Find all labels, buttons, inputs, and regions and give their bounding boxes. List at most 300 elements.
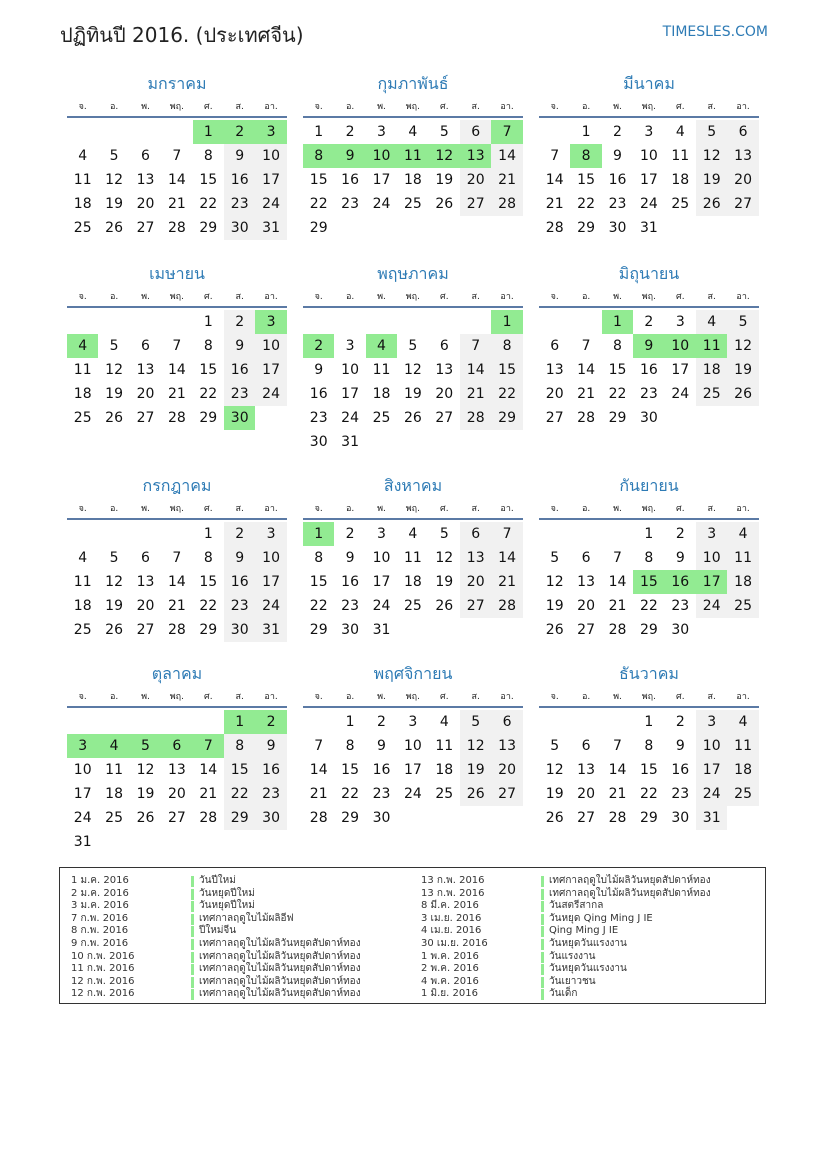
weekday-label: อ.: [345, 102, 355, 112]
day-cell: 8: [203, 148, 213, 164]
day-cell: 5: [550, 550, 560, 566]
holiday-marker: [191, 952, 194, 963]
day-cell: 17: [696, 758, 727, 782]
day-cell: 19: [545, 598, 564, 614]
day-cell: 26: [403, 410, 422, 426]
month-name: เมษายน: [149, 264, 205, 283]
weekday-label: อ.: [345, 292, 355, 302]
holiday-date: 3 เม.ย. 2016: [421, 912, 482, 924]
day-cell: 19: [136, 786, 155, 802]
day-cell: 19: [727, 358, 758, 382]
weekday-label: อา.: [264, 504, 278, 514]
holiday-date: 1 มิ.ย. 2016: [421, 988, 478, 1000]
day-cell: 10: [255, 334, 286, 358]
day-cell: 17: [255, 168, 286, 192]
day-cell: 27: [460, 594, 491, 618]
day-cell: 30: [372, 810, 391, 826]
weekday-header: [67, 689, 287, 705]
day-cell: 20: [577, 598, 595, 614]
holiday-day-cell: 1: [224, 710, 255, 734]
holiday-day-cell: 16: [665, 570, 696, 594]
holiday-date: 10 ก.พ. 2016: [71, 950, 135, 962]
day-cell: 19: [105, 386, 123, 402]
day-cell: 23: [224, 594, 255, 618]
day-cell: 15: [309, 574, 328, 590]
day-cell: 11: [727, 734, 758, 758]
weekday-label: ศ.: [676, 102, 685, 112]
holiday-day-cell: 12: [429, 144, 460, 168]
day-cell: 25: [105, 810, 123, 826]
month-name: มกราคม: [147, 74, 207, 93]
holiday-day-cell: 17: [696, 570, 727, 594]
day-cell: 29: [224, 806, 255, 830]
day-cell: 30: [255, 806, 286, 830]
day-cell: 16: [608, 172, 627, 188]
holiday-day-cell: 3: [67, 734, 98, 758]
day-cell: 9: [675, 738, 685, 754]
day-cell: 24: [639, 196, 658, 212]
weekday-label: พ.: [377, 102, 386, 112]
day-cell: 14: [460, 358, 491, 382]
day-cell: 21: [167, 196, 186, 212]
day-cell: 30: [671, 622, 690, 638]
day-cell: 1: [203, 314, 213, 330]
weekday-label: จ.: [314, 504, 323, 514]
holiday-marker: [191, 876, 194, 887]
header-rule: [539, 518, 759, 520]
day-cell: 9: [613, 148, 622, 164]
day-cell: 5: [550, 738, 560, 754]
day-cell: 27: [460, 192, 491, 216]
day-cell: 23: [309, 410, 328, 426]
day-cell: 23: [341, 196, 359, 212]
day-cell: 1: [581, 124, 591, 140]
day-cell: 18: [696, 358, 727, 382]
weekday-label: ส.: [471, 102, 480, 112]
day-cell: 3: [255, 522, 286, 546]
day-cell: 12: [696, 144, 727, 168]
weekday-label: ส.: [235, 292, 244, 302]
day-cell: 29: [199, 622, 218, 638]
day-cell: 12: [727, 334, 758, 358]
holiday-marker: [541, 977, 544, 988]
day-cell: 30: [639, 410, 658, 426]
day-cell: 24: [341, 410, 359, 426]
day-cell: 15: [224, 758, 255, 782]
day-cell: 15: [309, 172, 328, 188]
day-cell: 14: [167, 362, 186, 378]
day-cell: 29: [309, 220, 328, 236]
day-cell: 21: [491, 168, 522, 192]
holiday-date: 2 พ.ค. 2016: [421, 963, 479, 975]
weekday-label: ส.: [235, 692, 244, 702]
day-cell: 10: [639, 148, 658, 164]
day-cell: 11: [403, 550, 422, 566]
holiday-marker: [541, 914, 544, 925]
holiday-name: วันหยุดปีใหม่: [199, 887, 255, 899]
weekday-label: ศ.: [204, 102, 213, 112]
header-rule: [67, 116, 287, 118]
weekday-header: [539, 289, 759, 305]
holiday-day-cell: 10: [366, 144, 397, 168]
weekday-label: พฤ.: [641, 102, 656, 112]
weekday-label: อ.: [581, 102, 591, 112]
day-cell: 20: [136, 386, 155, 402]
day-cell: 13: [136, 574, 155, 590]
holiday-name: เทศกาลฤดูใบไม้ผลิวันหยุดสัปดาห์ทอง: [199, 937, 361, 949]
day-cell: 2: [224, 310, 255, 334]
weekday-label: อา.: [264, 292, 278, 302]
weekday-label: พฤ.: [405, 504, 420, 514]
day-cell: 26: [727, 382, 758, 406]
day-cell: 4: [78, 148, 88, 164]
day-cell: 18: [435, 762, 454, 778]
weekday-label: พฤ.: [169, 504, 184, 514]
day-cell: 25: [435, 786, 454, 802]
day-cell: 31: [639, 220, 658, 236]
day-cell: 31: [255, 216, 286, 240]
day-cell: 29: [199, 410, 218, 426]
holiday-date: 7 ก.พ. 2016: [71, 912, 129, 924]
weekday-label: อ.: [345, 692, 355, 702]
day-cell: 4: [727, 522, 758, 546]
day-cell: 11: [73, 362, 92, 378]
weekday-label: ส.: [471, 692, 480, 702]
day-cell: 25: [727, 782, 758, 806]
day-cell: 9: [314, 362, 324, 378]
holiday-day-cell: 9: [633, 334, 664, 358]
day-cell: 5: [460, 710, 491, 734]
header-rule: [67, 706, 287, 708]
day-cell: 1: [345, 714, 355, 730]
weekday-header: [67, 501, 287, 517]
day-cell: 5: [109, 550, 119, 566]
holiday-name: เทศกาลฤดูใบไม้ผลิอีฟ: [199, 912, 294, 924]
weekday-label: อ.: [109, 292, 119, 302]
day-cell: 25: [403, 598, 422, 614]
day-cell: 3: [696, 522, 727, 546]
day-cell: 13: [577, 574, 595, 590]
day-cell: 11: [73, 574, 92, 590]
day-cell: 30: [671, 810, 690, 826]
day-cell: 18: [73, 386, 92, 402]
holiday-name: วันแรงงาน: [549, 950, 596, 962]
holiday-name: วันเยาวชน: [549, 975, 596, 987]
day-cell: 7: [172, 148, 182, 164]
day-cell: 31: [372, 622, 391, 638]
holiday-marker: [191, 964, 194, 975]
day-cell: 12: [460, 734, 491, 758]
day-cell: 4: [439, 714, 449, 730]
day-cell: 27: [727, 192, 758, 216]
weekday-label: จ.: [78, 292, 87, 302]
day-cell: 24: [372, 196, 391, 212]
day-cell: 14: [199, 762, 218, 778]
day-cell: 15: [341, 762, 359, 778]
holiday-day-cell: 13: [460, 144, 491, 168]
day-cell: 5: [109, 148, 119, 164]
holiday-day-cell: 2: [255, 710, 286, 734]
day-cell: 30: [341, 622, 359, 638]
holiday-date: 2 ม.ค. 2016: [71, 887, 129, 899]
day-cell: 10: [372, 550, 391, 566]
day-cell: 29: [608, 410, 627, 426]
day-cell: 22: [577, 196, 595, 212]
day-cell: 28: [167, 220, 186, 236]
day-cell: 27: [435, 410, 454, 426]
holiday-date: 4 พ.ค. 2016: [421, 975, 479, 987]
day-cell: 14: [309, 762, 328, 778]
weekday-label: ศ.: [440, 292, 449, 302]
day-cell: 22: [199, 196, 218, 212]
holiday-day-cell: 10: [665, 334, 696, 358]
day-cell: 7: [460, 334, 491, 358]
day-cell: 9: [255, 734, 286, 758]
day-cell: 9: [224, 144, 255, 168]
holiday-name: เทศกาลฤดูใบไม้ผลิวันหยุดสัปดาห์ทอง: [199, 975, 361, 987]
day-cell: 26: [105, 410, 123, 426]
day-cell: 28: [491, 594, 522, 618]
weekday-label: จ.: [314, 292, 323, 302]
holiday-day-cell: 1: [602, 310, 633, 334]
day-cell: 15: [577, 172, 595, 188]
day-cell: 11: [671, 148, 690, 164]
day-cell: 6: [141, 550, 150, 566]
day-cell: 1: [314, 124, 324, 140]
day-cell: 17: [73, 786, 92, 802]
day-cell: 3: [408, 714, 418, 730]
day-cell: 6: [727, 120, 758, 144]
holiday-day-cell: 1: [491, 310, 522, 334]
holiday-day-cell: 5: [130, 734, 161, 758]
weekday-label: พฤ.: [169, 292, 184, 302]
day-cell: 19: [435, 574, 454, 590]
day-cell: 2: [644, 314, 654, 330]
day-cell: 25: [671, 196, 690, 212]
weekday-header: [303, 689, 523, 705]
day-cell: 1: [203, 526, 213, 542]
holiday-marker: [541, 964, 544, 975]
holiday-marker: [541, 926, 544, 937]
site-link[interactable]: TIMESLES.COM: [662, 24, 768, 40]
day-cell: 23: [255, 782, 286, 806]
holiday-marker: [191, 977, 194, 988]
day-cell: 23: [639, 386, 658, 402]
day-cell: 20: [727, 168, 758, 192]
day-cell: 8: [491, 334, 522, 358]
day-cell: 8: [613, 338, 622, 354]
weekday-label: อา.: [264, 692, 278, 702]
holiday-day-cell: 1: [303, 522, 334, 546]
day-cell: 17: [255, 358, 286, 382]
day-cell: 6: [460, 522, 491, 546]
day-cell: 8: [644, 550, 654, 566]
holiday-day-cell: 8: [303, 144, 334, 168]
holiday-day-cell: 7: [193, 734, 224, 758]
day-cell: 26: [545, 810, 564, 826]
weekday-label: อ.: [109, 102, 119, 112]
holiday-day-cell: 3: [255, 120, 286, 144]
day-cell: 31: [255, 618, 286, 642]
day-cell: 18: [403, 172, 422, 188]
day-cell: 13: [727, 144, 758, 168]
weekday-label: อา.: [500, 102, 514, 112]
weekday-label: พฤ.: [405, 102, 420, 112]
header-rule: [303, 518, 523, 520]
day-cell: 6: [581, 550, 591, 566]
day-cell: 11: [105, 762, 123, 778]
day-cell: 27: [577, 810, 595, 826]
holiday-day-cell: 30: [224, 406, 255, 430]
day-cell: 24: [255, 192, 286, 216]
holiday-day-cell: 2: [303, 334, 334, 358]
day-cell: 28: [608, 622, 627, 638]
day-cell: 28: [608, 810, 627, 826]
weekday-label: ศ.: [676, 504, 685, 514]
day-cell: 13: [545, 362, 564, 378]
month-name: สิงหาคม: [383, 476, 443, 495]
day-cell: 16: [224, 168, 255, 192]
weekday-label: จ.: [314, 102, 323, 112]
day-cell: 7: [314, 738, 324, 754]
weekday-label: ศ.: [440, 102, 449, 112]
day-cell: 2: [613, 124, 622, 140]
day-cell: 23: [372, 786, 391, 802]
day-cell: 31: [341, 434, 359, 450]
day-cell: 20: [577, 786, 595, 802]
holiday-name: เทศกาลฤดูใบไม้ผลิวันหยุดสัปดาห์ทอง: [549, 887, 711, 899]
weekday-label: จ.: [78, 102, 87, 112]
day-cell: 7: [172, 550, 182, 566]
day-cell: 30: [224, 216, 255, 240]
day-cell: 24: [73, 810, 92, 826]
holiday-date: 3 ม.ค. 2016: [71, 900, 129, 912]
day-cell: 11: [727, 546, 758, 570]
day-cell: 27: [545, 410, 564, 426]
day-cell: 20: [491, 758, 522, 782]
weekday-label: ส.: [707, 102, 716, 112]
day-cell: 28: [577, 410, 595, 426]
weekday-label: ศ.: [440, 504, 449, 514]
day-cell: 21: [491, 570, 522, 594]
month-name: กันยายน: [619, 476, 679, 495]
header-rule: [539, 706, 759, 708]
holiday-day-cell: 6: [161, 734, 192, 758]
weekday-label: พ.: [141, 692, 150, 702]
day-cell: 26: [136, 810, 155, 826]
weekday-label: ส.: [471, 504, 480, 514]
day-cell: 2: [224, 522, 255, 546]
holiday-marker: [541, 952, 544, 963]
weekday-label: อา.: [736, 292, 750, 302]
day-cell: 2: [377, 714, 386, 730]
holiday-date: 1 พ.ค. 2016: [421, 950, 479, 962]
day-cell: 5: [696, 120, 727, 144]
day-cell: 11: [435, 738, 454, 754]
day-cell: 21: [167, 598, 186, 614]
day-cell: 29: [639, 622, 658, 638]
day-cell: 26: [460, 782, 491, 806]
day-cell: 10: [255, 546, 286, 570]
holiday-day-cell: 1: [193, 120, 224, 144]
day-cell: 16: [224, 570, 255, 594]
holiday-day-cell: 7: [491, 120, 522, 144]
holiday-name: วันสตรีสากล: [549, 900, 604, 912]
day-cell: 15: [608, 362, 627, 378]
holiday-date: 8 มี.ค. 2016: [421, 900, 479, 912]
day-cell: 7: [581, 338, 591, 354]
day-cell: 5: [439, 526, 449, 542]
day-cell: 27: [491, 782, 522, 806]
day-cell: 20: [435, 386, 454, 402]
day-cell: 15: [199, 574, 218, 590]
day-cell: 24: [696, 782, 727, 806]
weekday-label: ศ.: [440, 692, 449, 702]
holiday-name: วันหยุดวันแรงงาน: [549, 937, 627, 949]
day-cell: 22: [309, 196, 328, 212]
weekday-label: ส.: [471, 292, 480, 302]
day-cell: 20: [545, 386, 564, 402]
day-cell: 19: [435, 172, 454, 188]
holiday-date: 13 ก.พ. 2016: [421, 887, 485, 899]
day-cell: 19: [403, 386, 422, 402]
day-cell: 8: [644, 738, 654, 754]
holiday-date: 30 เม.ย. 2016: [421, 937, 488, 949]
day-cell: 13: [460, 546, 491, 570]
weekday-label: พฤ.: [169, 692, 184, 702]
day-cell: 14: [608, 574, 627, 590]
day-cell: 13: [167, 762, 186, 778]
day-cell: 5: [727, 310, 758, 334]
day-cell: 16: [341, 574, 359, 590]
day-cell: 3: [345, 338, 355, 354]
day-cell: 21: [608, 786, 627, 802]
page-title: ปฏิทินปี 2016. (ประเทศจีน): [60, 23, 304, 47]
holiday-day-cell: 15: [633, 570, 664, 594]
day-cell: 19: [696, 168, 727, 192]
weekday-label: จ.: [78, 692, 87, 702]
day-cell: 18: [403, 574, 422, 590]
day-cell: 22: [491, 382, 522, 406]
day-cell: 16: [639, 362, 658, 378]
day-cell: 28: [167, 410, 186, 426]
day-cell: 7: [172, 338, 182, 354]
month-name: พฤศจิกายน: [373, 664, 453, 683]
day-cell: 14: [167, 172, 186, 188]
day-cell: 19: [105, 598, 123, 614]
holiday-marker: [191, 939, 194, 950]
day-cell: 9: [224, 334, 255, 358]
day-cell: 7: [550, 148, 560, 164]
month-name: ตุลาคม: [151, 664, 203, 683]
day-cell: 17: [372, 172, 391, 188]
day-cell: 22: [224, 782, 255, 806]
day-cell: 11: [73, 172, 92, 188]
holiday-day-cell: 9: [334, 144, 365, 168]
day-cell: 10: [255, 144, 286, 168]
weekday-label: อ.: [581, 504, 591, 514]
weekday-label: จ.: [550, 504, 559, 514]
day-cell: 10: [341, 362, 359, 378]
day-cell: 22: [639, 598, 658, 614]
day-cell: 14: [608, 762, 627, 778]
day-cell: 18: [727, 570, 758, 594]
holiday-day-cell: 2: [224, 120, 255, 144]
day-cell: 14: [491, 144, 522, 168]
day-cell: 25: [73, 220, 92, 236]
day-cell: 27: [167, 810, 186, 826]
holiday-name: เทศกาลฤดูใบไม้ผลิวันหยุดสัปดาห์ทอง: [199, 950, 361, 962]
